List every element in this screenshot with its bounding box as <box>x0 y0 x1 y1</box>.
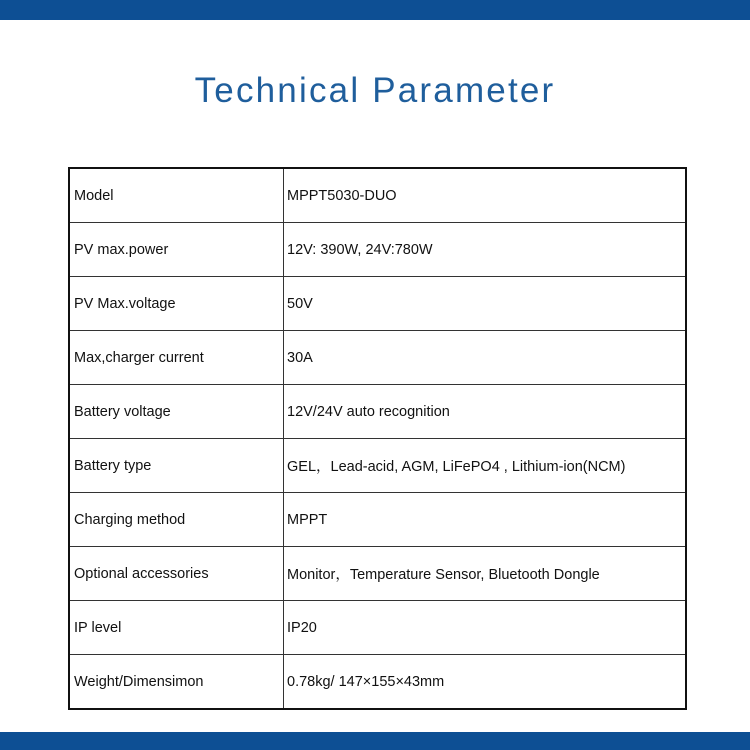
param-value: GEL，Lead-acid, AGM, LiFePO4 , Lithium-ion(NCM) <box>284 439 687 493</box>
param-value: 50V <box>284 277 687 331</box>
param-value: IP20 <box>284 601 687 655</box>
param-value: 12V: 390W, 24V:780W <box>284 223 687 277</box>
param-value: 30A <box>284 331 687 385</box>
table-row <box>69 493 686 547</box>
param-value: 0.78kg/ 147×155×43mm <box>284 655 687 710</box>
param-label: Charging method <box>69 493 284 547</box>
table-row <box>69 223 686 277</box>
param-label: PV max.power <box>69 223 284 277</box>
param-label: Battery voltage <box>69 385 284 439</box>
param-label: Battery type <box>69 439 284 493</box>
param-label: PV Max.voltage <box>69 277 284 331</box>
param-label: Model <box>69 168 284 223</box>
param-label: Weight/Dimensimon <box>69 655 284 710</box>
param-label: IP level <box>69 601 284 655</box>
top-accent-bar <box>0 0 750 20</box>
spec-table-body <box>69 168 686 709</box>
spec-table <box>68 167 687 710</box>
table-row <box>69 655 686 710</box>
param-value: 12V/24V auto recognition <box>284 385 687 439</box>
table-row <box>69 168 686 223</box>
param-value: Monitor，Temperature Sensor, Bluetooth Dongle <box>284 547 687 601</box>
table-row <box>69 547 686 601</box>
table-row <box>69 385 686 439</box>
param-label: Max,charger current <box>69 331 284 385</box>
param-label: Optional accessories <box>69 547 284 601</box>
page-title: Technical Parameter <box>194 71 556 110</box>
param-value: MPPT <box>284 493 687 547</box>
table-row <box>69 331 686 385</box>
table-row <box>69 439 686 493</box>
table-row <box>69 601 686 655</box>
bottom-accent-bar <box>0 732 750 750</box>
param-value: MPPT5030-DUO <box>284 168 687 223</box>
table-row <box>69 277 686 331</box>
